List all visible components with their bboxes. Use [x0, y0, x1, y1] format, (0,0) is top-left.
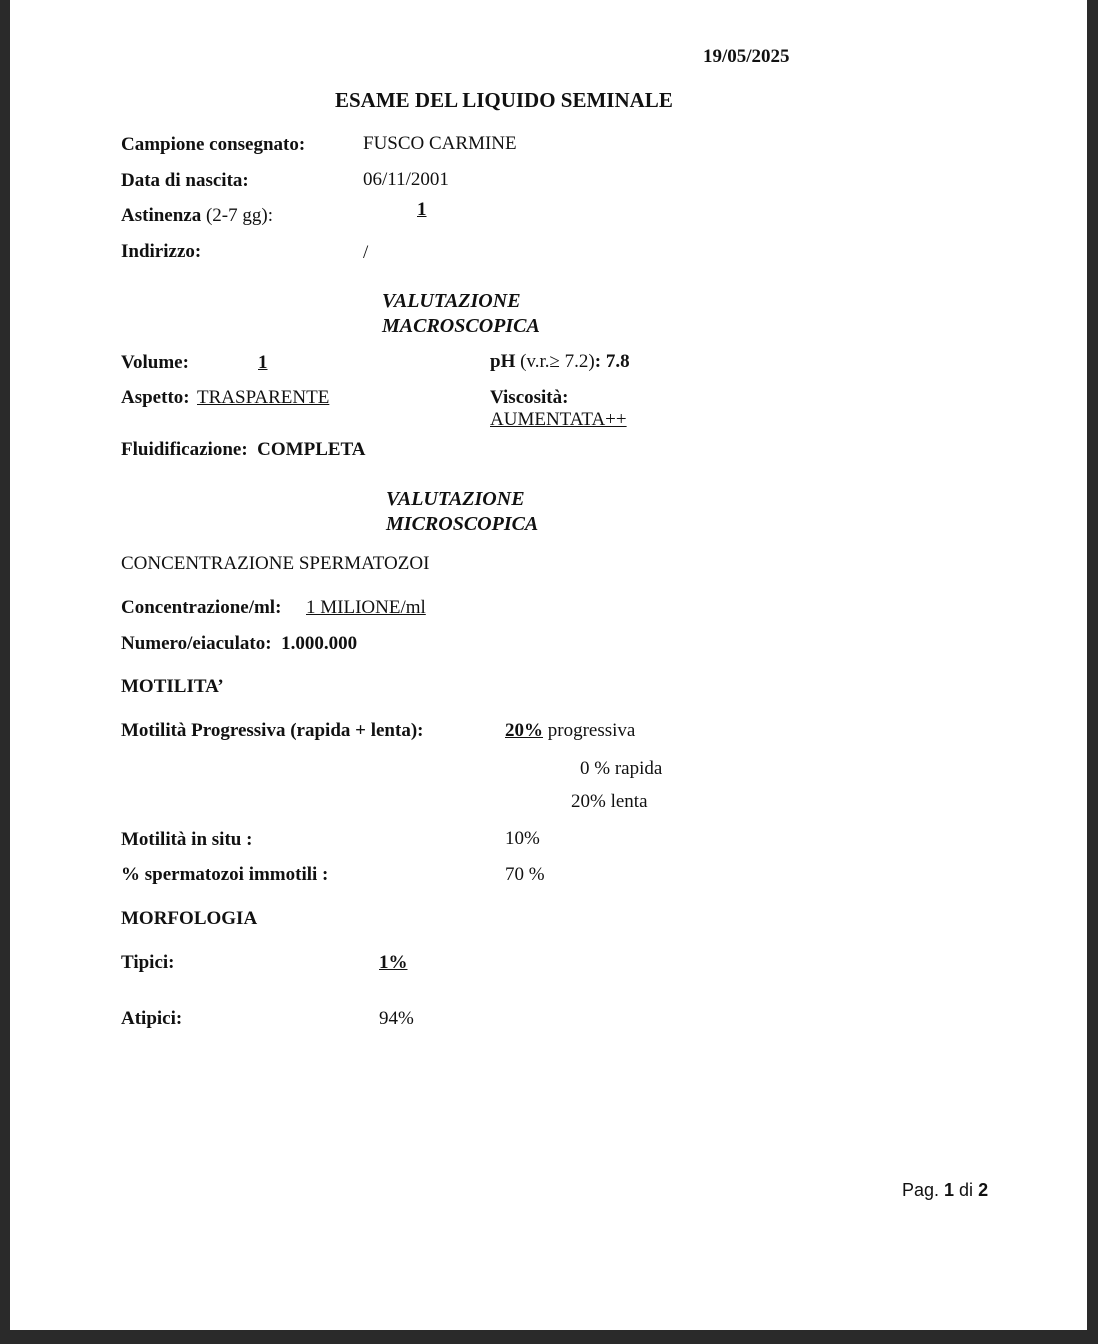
progressive-motility-row — [505, 720, 635, 742]
progressive-motility-suffix: progressiva — [543, 720, 636, 741]
immotile-value: 70 % — [505, 864, 545, 885]
ph-value: 7.8 — [601, 351, 630, 372]
ph-label-rest: (v.r.≥ 7.2) — [515, 351, 595, 372]
number-label: Numero/eiaculato: — [121, 633, 272, 654]
aspect-value: TRASPARENTE — [197, 387, 330, 408]
abstinence-label-rest: (2-7 gg): — [201, 205, 273, 226]
address-label: Indirizzo: — [121, 241, 202, 262]
viscosity-value: AUMENTATA++ — [490, 409, 627, 430]
ph-row — [490, 351, 630, 373]
progressive-motility-label: Motilità Progressiva (rapida + lenta): — [121, 720, 424, 741]
aspect-label: Aspetto: — [121, 387, 190, 408]
ph-label-bold: pH — [490, 351, 516, 372]
conc-label: Concentrazione/ml: — [121, 597, 282, 618]
page-current: 1 — [944, 1180, 955, 1200]
slow-motility: 20% lenta — [571, 791, 648, 812]
viscosity-label: Viscosità: — [490, 387, 569, 408]
page-middle: di — [954, 1180, 979, 1200]
number-row — [121, 633, 357, 655]
abstinence-label — [121, 205, 273, 227]
ph-colon: : — [594, 351, 602, 372]
insitu-motility-value: 10% — [505, 828, 540, 849]
address-value: / — [363, 242, 369, 263]
report-date: 19/05/2025 — [703, 46, 790, 67]
report-title: ESAME DEL LIQUIDO SEMINALE — [335, 88, 673, 112]
macro-heading-line2: MACROSCOPICA — [382, 315, 540, 337]
page-total: 2 — [978, 1180, 989, 1200]
motility-section-title: MOTILITA’ — [121, 676, 224, 697]
atypical-label: Atipici: — [121, 1008, 183, 1029]
micro-heading-line1: VALUTAZIONE — [386, 488, 525, 510]
progressive-motility-value: 20% — [505, 720, 543, 741]
volume-label: Volume: — [121, 352, 189, 373]
fluidification-row — [121, 439, 366, 461]
morphology-section-title: MORFOLOGIA — [121, 908, 258, 929]
atypical-value: 94% — [379, 1008, 414, 1029]
dob-label: Data di nascita: — [121, 170, 249, 191]
dob-value: 06/11/2001 — [363, 169, 449, 190]
conc-value: 1 MILIONE/ml — [306, 597, 426, 618]
typical-value: 1% — [379, 952, 408, 973]
abstinence-value: 1 — [417, 199, 427, 220]
sample-value: FUSCO CARMINE — [363, 133, 517, 154]
page-prefix: Pag. — [902, 1180, 945, 1200]
fluid-label: Fluidificazione: — [121, 439, 248, 460]
sample-label: Campione consegnato: — [121, 134, 306, 155]
volume-value: 1 — [258, 352, 268, 373]
concentration-section-title: CONCENTRAZIONE SPERMATOZOI — [121, 553, 430, 574]
abstinence-label-bold: Astinenza — [121, 205, 202, 226]
number-value: 1.000.000 — [281, 633, 358, 654]
page-number — [902, 1179, 988, 1201]
typical-label: Tipici: — [121, 952, 175, 973]
insitu-motility-label: Motilità in situ : — [121, 829, 253, 850]
rapid-motility: 0 % rapida — [580, 758, 663, 779]
document-page — [10, 0, 1087, 1330]
fluid-value: COMPLETA — [257, 439, 366, 460]
micro-heading-line2: MICROSCOPICA — [386, 513, 539, 535]
immotile-label: % spermatozoi immotili : — [121, 864, 329, 885]
macro-heading-line1: VALUTAZIONE — [382, 290, 521, 312]
